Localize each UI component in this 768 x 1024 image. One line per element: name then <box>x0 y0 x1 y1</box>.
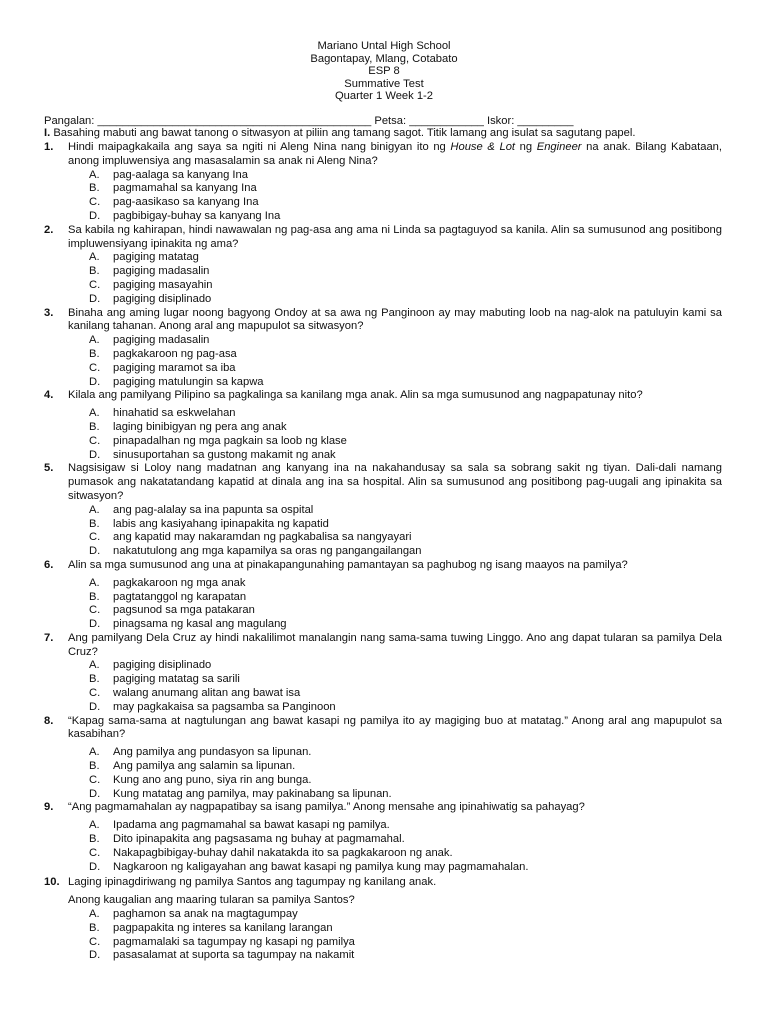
part-number: I. <box>44 127 51 139</box>
option-letter: B. <box>89 347 100 360</box>
question-text: Nagsisigaw si Loloy nang madatnan ang kanyang ina na nakahandusay sa sala sa sobrang sakit ng tiyan. Dali-dali namang pumasok ang nakatatandang kapatid at dinala ang ina sa hospital. Alin sa sumusunod ang positibong pag-uugali ang ipinakita sa sitwasyon? <box>68 462 722 502</box>
option-b <box>89 591 722 605</box>
question-list <box>44 141 722 963</box>
question-text: Binaha ang aming lugar noong bagyong Ondoy at sa awa ng Panginoon ay may mabuting loob na nag-alok na patuluyin kami sa kanilang tahanan. Anong aral ang mapupulot sa sitwasyon? <box>68 306 722 333</box>
option-letter: A. <box>89 659 100 672</box>
option-letter: B. <box>89 921 100 934</box>
option-text: sinusuportahan sa gustong makamit ng anak <box>113 448 336 461</box>
option-text: hinahatid sa eskwelahan <box>113 407 236 420</box>
option-letter: A. <box>89 251 100 264</box>
question-text: Alin sa mga sumusunod ang una at pinakapangunahing pamantayan sa paghubog ng isang maayos na pamilya? <box>68 558 628 571</box>
option-text: pagiging matulungin sa kapwa <box>113 375 264 388</box>
option-letter: C. <box>89 278 101 291</box>
quarter-week: Quarter 1 Week 1-2 <box>334 90 434 103</box>
options <box>68 819 722 874</box>
document-header <box>0 40 768 103</box>
test-title: Summative Test <box>344 77 424 90</box>
question-text-part: na anak. Bilang Kabataan, anong impluwensiya ang masasalamin sa anak ni Aleng Nina? <box>68 141 722 167</box>
option-letter: C. <box>89 687 101 700</box>
option-letter: C. <box>89 434 101 447</box>
option-letter: C. <box>89 846 101 859</box>
question-text: “Ang pagmamahalan ay nagpapatibay sa isang pamilya.” Anong mensahe ang ipinahiwatig sa pahayag? <box>68 801 585 814</box>
options <box>68 334 722 389</box>
option-a <box>89 659 722 673</box>
option-letter: A. <box>89 819 100 832</box>
question-number: 8. <box>44 714 54 727</box>
option-d <box>89 618 722 632</box>
question-4 <box>44 389 722 462</box>
option-c <box>89 435 722 449</box>
question-number: 6. <box>44 558 54 571</box>
option-c <box>89 362 722 376</box>
option-a <box>89 334 722 348</box>
question-10 <box>44 876 722 963</box>
option-letter: B. <box>89 673 100 686</box>
option-text: Kung matatag ang pamilya, may pakinabang sa lipunan. <box>113 787 392 800</box>
option-text: pagkakaroon ng pag-asa <box>113 347 237 360</box>
option-b <box>89 673 722 687</box>
option-letter: C. <box>89 361 101 374</box>
question-text: “Kapag sama-sama at nagtulungan ang bawat kasapi ng pamilya ito ay magiging buo at matatag.” Anong aral ang mapupulot sa kasabihan? <box>68 714 722 741</box>
option-d <box>89 701 722 715</box>
option-text: pinapadalhan ng mga pagkain sa loob ng klase <box>113 434 347 447</box>
option-text: paghamon sa anak na magtagumpay <box>113 908 298 921</box>
option-letter: D. <box>89 787 101 800</box>
question-5 <box>44 462 722 559</box>
option-text: pagsunod sa mga patakaran <box>113 604 255 617</box>
question-number: 5. <box>44 462 54 475</box>
option-text: pinagsama ng kasal ang magulang <box>113 618 287 631</box>
options <box>68 251 722 306</box>
question-subtext: Anong kaugalian ang maaring tularan sa pamilya Santos? <box>68 894 355 907</box>
option-b <box>89 348 722 362</box>
instruction <box>44 127 734 141</box>
emphasis-engineer: Engineer <box>536 141 582 153</box>
option-text: Nakapagbibigay-buhay dahil nakatakda ito sa pagkakaroon ng anak. <box>113 846 453 859</box>
option-b <box>89 265 722 279</box>
question-text: Laging ipinagdiriwang ng pamilya Santos ang tagumpay ng kanilang anak. <box>68 876 437 889</box>
option-text: pasasalamat at suporta sa tagumpay na nakamit <box>113 949 355 962</box>
option-c <box>89 774 722 788</box>
question-8 <box>44 715 722 802</box>
option-letter: D. <box>89 618 101 631</box>
option-text: may pagkakaisa sa pagsamba sa Panginoon <box>113 700 336 713</box>
option-b <box>89 182 722 196</box>
option-a <box>89 407 722 421</box>
option-text: pagpapakita ng interes sa kanilang larangan <box>113 921 333 934</box>
option-d <box>89 949 722 963</box>
option-letter: D. <box>89 375 101 388</box>
option-letter: D. <box>89 545 101 558</box>
option-text: pag-aasikaso sa kanyang Ina <box>113 196 259 209</box>
option-letter: D. <box>89 448 101 461</box>
option-b <box>89 760 722 774</box>
option-a <box>89 251 722 265</box>
question-number: 3. <box>44 306 54 319</box>
option-letter: D. <box>89 700 101 713</box>
question-number: 9. <box>44 801 54 814</box>
option-letter: D. <box>89 209 101 222</box>
question-text: Sa kabila ng kahirapan, hindi nawawalan ng pag-asa ang ama ni Linda sa pagtaguyod sa kanila. Alin sa sumusunod ang positibong impluwensiyang ipinakita ng ama? <box>68 223 722 250</box>
option-d <box>89 376 722 390</box>
option-letter: B. <box>89 760 100 773</box>
options <box>68 407 722 462</box>
options <box>68 169 722 224</box>
option-c <box>89 531 722 545</box>
subject-title: ESP 8 <box>368 65 400 78</box>
option-a <box>89 746 722 760</box>
option-b <box>89 421 722 435</box>
option-text: pagmamalaki sa tagumpay ng kasapi ng pamilya <box>113 935 355 948</box>
option-d <box>89 545 722 559</box>
instruction-text: Basahing mabuti ang bawat tanong o sitwasyon at piliin ang tamang sagot. Titik lamang ang isulat sa sagutang papel. <box>53 127 636 139</box>
option-text: pagkakaroon ng mga anak <box>113 576 246 589</box>
option-letter: C. <box>89 935 101 948</box>
options <box>68 577 722 632</box>
option-letter: D. <box>89 860 101 873</box>
option-text: labis ang kasiyahang ipinapakita ng kapatid <box>113 517 329 530</box>
option-text: Ang pamilya ang pundasyon sa lipunan. <box>113 746 312 759</box>
option-text: pagiging matatag sa sarili <box>113 673 240 686</box>
option-text: ang kapatid may nakaramdan ng pagkabalisa sa nangyayari <box>113 531 412 544</box>
option-text: Ang pamilya ang salamin sa lipunan. <box>113 760 296 773</box>
option-text: pag-aalaga sa kanyang Ina <box>113 168 248 181</box>
option-letter: A. <box>89 334 100 347</box>
option-letter: B. <box>89 182 100 195</box>
option-a <box>89 908 722 922</box>
question-2 <box>44 224 722 307</box>
question-number: 1. <box>44 141 54 153</box>
option-letter: A. <box>89 168 100 181</box>
option-letter: C. <box>89 773 101 786</box>
option-c <box>89 279 722 293</box>
option-text: pagiging matatag <box>113 251 199 264</box>
question-9 <box>44 801 722 874</box>
option-text: laging binibigyan ng pera ang anak <box>113 420 287 433</box>
option-letter: C. <box>89 196 101 209</box>
option-text: pagtatanggol ng karapatan <box>113 590 247 603</box>
option-letter: D. <box>89 292 101 305</box>
option-letter: A. <box>89 503 100 516</box>
option-text: Kung ano ang puno, siya rin ang bunga. <box>113 773 312 786</box>
question-number: 4. <box>44 389 54 402</box>
option-text: pagmamahal sa kanyang Ina <box>113 182 257 195</box>
option-letter: B. <box>89 833 100 846</box>
question-text <box>68 141 722 169</box>
option-b <box>89 518 722 532</box>
option-d <box>89 210 722 224</box>
option-d <box>89 861 722 875</box>
option-text: Ipadama ang pagmamahal sa bawat kasapi ng pamilya. <box>113 819 390 832</box>
option-d <box>89 449 722 463</box>
option-text: pagiging madasalin <box>113 334 210 347</box>
question-number: 2. <box>44 223 54 236</box>
question-3 <box>44 307 722 390</box>
options <box>68 659 722 714</box>
option-text: pagbibigay-buhay sa kanyang Ina <box>113 209 281 222</box>
option-letter: A. <box>89 407 100 420</box>
question-6 <box>44 559 722 632</box>
option-letter: B. <box>89 517 100 530</box>
option-c <box>89 847 722 861</box>
option-text: Dito ipinapakita ang pagsasama ng buhay at pagmamahal. <box>113 833 405 846</box>
school-address: Bagontapay, Mlang, Cotabato <box>310 52 458 65</box>
option-text: pagiging masayahin <box>113 278 213 291</box>
options <box>68 504 722 559</box>
option-c <box>89 604 722 618</box>
option-c <box>89 936 722 950</box>
option-text: nakatutulong ang mga kapamilya sa oras ng pangangailangan <box>113 545 422 558</box>
question-text-part: ng <box>515 141 537 153</box>
school-name: Mariano Untal High School <box>317 40 451 52</box>
option-a <box>89 577 722 591</box>
question-text-part: Hindi maipagkakaila ang saya sa ngiti ni Aleng Nina nang binigyan ito ng <box>68 141 451 153</box>
option-b <box>89 922 722 936</box>
option-text: Nagkaroon ng kaligayahan ang bawat kasapi ng pamilya kung may pagmamahalan. <box>113 860 529 873</box>
question-text: Ang pamilyang Dela Cruz ay hindi nakalilimot manalangin nang sama-sama tuwing Linggo. Ano ang dapat tularan sa pamilya Dela Cruz? <box>68 631 722 658</box>
option-c <box>89 196 722 210</box>
option-letter: B. <box>89 420 100 433</box>
option-letter: A. <box>89 576 100 589</box>
name-date-score-line: Pangalan: ____________________________________________ Petsa: ____________ Iskor: _________ <box>44 115 574 127</box>
option-letter: A. <box>89 908 100 921</box>
option-a <box>89 504 722 518</box>
question-1 <box>44 141 722 224</box>
option-letter: B. <box>89 590 100 603</box>
question-7 <box>44 632 722 715</box>
option-letter: D. <box>89 949 101 962</box>
options <box>68 908 722 963</box>
option-d <box>89 788 722 802</box>
option-text: walang anumang alitan ang bawat isa <box>113 687 301 700</box>
question-number: 10. <box>44 876 60 889</box>
option-d <box>89 293 722 307</box>
option-a <box>89 169 722 183</box>
option-letter: C. <box>89 604 101 617</box>
question-text: Kilala ang pamilyang Pilipino sa pagkalinga sa kanilang mga anak. Alin sa mga sumusunod ang nagpapatunay nito? <box>68 389 643 402</box>
options <box>68 746 722 801</box>
option-text: ang pag-alalay sa ina papunta sa ospital <box>113 503 314 516</box>
option-c <box>89 687 722 701</box>
emphasis-house-lot: House & Lot <box>450 141 516 153</box>
option-text: pagiging disiplinado <box>113 292 212 305</box>
option-letter: B. <box>89 265 100 278</box>
option-text: pagiging maramot sa iba <box>113 361 236 374</box>
option-b <box>89 833 722 847</box>
option-a <box>89 819 722 833</box>
option-letter: A. <box>89 746 100 759</box>
option-letter: C. <box>89 531 101 544</box>
option-text: pagiging disiplinado <box>113 659 212 672</box>
question-number: 7. <box>44 631 54 644</box>
option-text: pagiging madasalin <box>113 265 210 278</box>
